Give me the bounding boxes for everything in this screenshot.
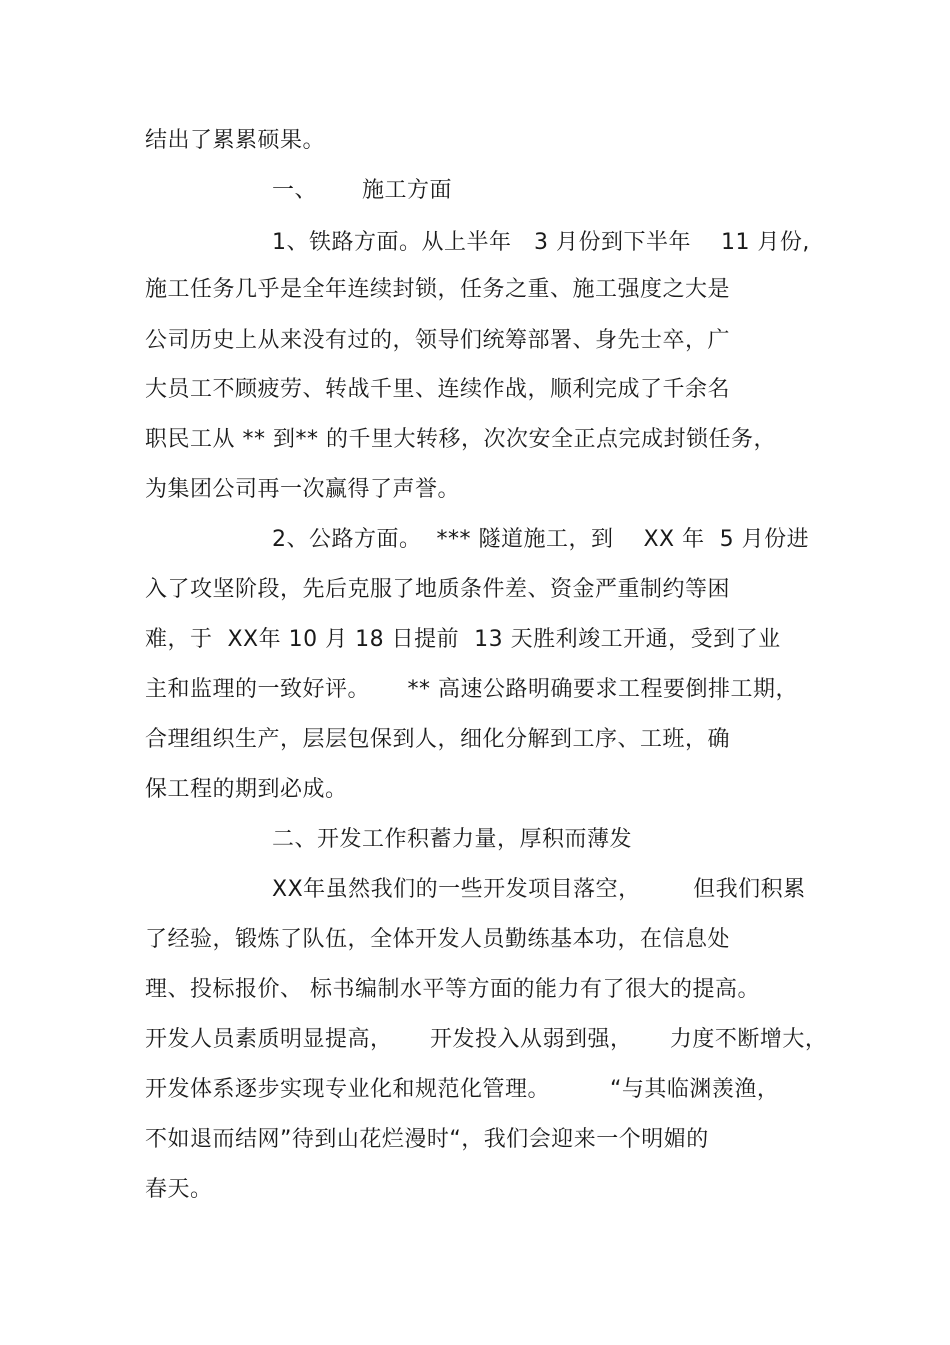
text-line: 为集团公司再一次赢得了声誉。	[145, 477, 461, 502]
text-line: 理、投标报价、 标书编制水平等方面的能力有了很大的提高。	[145, 977, 760, 1002]
text-line: XX年虽然我们的一些开发项目落空， 但我们积累	[272, 877, 806, 902]
text-line: 难，于 XX年 10 月 18 日提前 13 天胜利竣工开通，受到了业	[145, 627, 781, 652]
text-line: 不如退而结网”待到山花烂漫时“，我们会迎来一个明媚的	[145, 1127, 709, 1152]
text-line: 施工任务几乎是全年连续封锁，任务之重、施工强度之大是	[145, 277, 731, 302]
text-line: 主和监理的一致好评。 ** 高速公路明确要求工程要倒排工期，	[145, 677, 798, 702]
text-line: 合理组织生产，层层包保到人，细化分解到工序、工班，确	[145, 727, 731, 752]
text-line: 春天。	[145, 1177, 213, 1202]
text-line: 入了攻坚阶段，先后克服了地质条件差、资金严重制约等困	[145, 577, 731, 602]
text-line: 保工程的期到必成。	[145, 777, 348, 802]
text-line: 结出了累累硕果。	[145, 128, 326, 153]
text-line: 2、公路方面。 *** 隧道施工，到 XX 年 5 月份进	[272, 527, 810, 552]
section-heading: 一、 施工方面	[272, 178, 452, 203]
text-line: 了经验，锻炼了队伍，全体开发人员勤练基本功，在信息处	[145, 927, 731, 952]
section-heading: 二、开发工作积蓄力量，厚积而薄发	[272, 827, 633, 852]
text-line: 开发人员素质明显提高， 开发投入从弱到强， 力度不断增大，	[145, 1027, 828, 1052]
text-line: 开发体系逐步实现专业化和规范化管理。 “与其临渊羡渔，	[145, 1077, 780, 1102]
text-line: 公司历史上从来没有过的，领导们统筹部署、身先士卒，广	[145, 328, 731, 353]
text-line: 大员工不顾疲劳、转战千里、连续作战，顺利完成了千余名	[145, 377, 731, 402]
text-line: 1、铁路方面。从上半年 3 月份到下半年 11 月份,	[272, 230, 810, 255]
text-line: 职民工从 ** 到** 的千里大转移，次次安全正点完成封锁任务，	[145, 427, 776, 452]
